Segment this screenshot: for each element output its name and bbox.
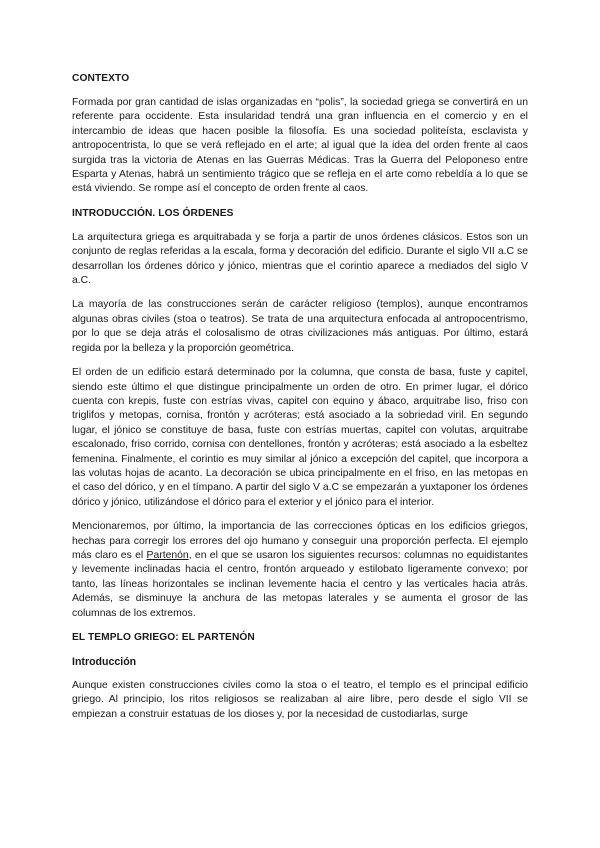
partenon-link[interactable]: Partenón [146, 549, 189, 561]
paragraph-text-before-link: Mencionaremos, por último, la importancia de las correcciones ópticas en los edificios griegos, hechas para corregir los errores del ojo humano y conseguir una proporción perfecta. El ejemplo más claro es el [72, 521, 528, 561]
paragraph-ordenes-1: La arquitectura griega es arquitrabada y se forja a partir de unos órdenes clásicos. Estos son un conjunto de reglas referidas a la escala, forma y decoración del edificio. Durante el siglo VII a.C se desarrollan los órdenes dórico y jónico, mientras que el corintio aparece a mediados del siglo V a.C. [72, 231, 528, 287]
paragraph-contexto: Formada por gran cantidad de islas organizadas en “polis”, la sociedad griega se convertirá en un referente para occidente. Esta insularidad tendrá una gran influencia en el comercio y en el intercambio de ideas que hacen posible la filosofía. Es una sociedad politeísta, esclavista y antropocentrista, lo que se verá reflejado en el arte; al igual que la idea del orden frente al caos surgida tras la victoria de Atenas en las Guerras Médicas. Tras la Guerra del Peloponeso entre Esparta y Atenas, habrá un sentimiento trágico que se refleja en el arte como rebeldía a lo que se está viviendo. Se rompe así el concepto de orden frente al caos. [72, 97, 528, 195]
document-page [72, 72, 528, 732]
paragraph-ordenes-2: La mayoría de las construcciones serán de carácter religioso (templos), aunque encontramos algunas obras civiles (stoa o teatros). Se trata de una arquitectura enfocada al antropocentrismo, por lo que se deja atrás el colosalismo de otras civilizaciones más antiguas. Por último, estará regida por la belleza y la proporción geométrica. [72, 299, 528, 354]
section-heading-ordenes: INTRODUCCIÓN. LOS ÓRDENES [72, 207, 234, 219]
section-heading-templo: EL TEMPLO GRIEGO: EL PARTENÓN [72, 632, 255, 643]
subheading-introduccion: Introducción [72, 656, 137, 668]
paragraph-text-after-link: , en el que se usaron los siguientes recursos: columnas no equidistantes y levemente inclinadas hacia el centro, frontón arqueado y estilobato ligeramente convexo; por tanto, las líneas horizontales se inclinan levemente hacia el centro y las verticales hacia atrás. Además, se disminuye la anchura de las metopas laterales y se aumenta el grosor de las columnas de los extremos. [72, 549, 528, 619]
paragraph-templo-intro: Aunque existen construcciones civiles como la stoa o el teatro, el templo es el principal edificio griego. Al principio, los ritos religiosos se realizaban al aire libre, pero desde el siglo VII se empiezan a construir estatuas de los dioses y, por la necesidad de custodiarlas, surge [72, 680, 528, 720]
paragraph-correcciones-opticas [72, 520, 528, 621]
paragraph-ordenes-3: El orden de un edificio estará determinado por la columna, que consta de basa, fuste y capitel, siendo este último el que distingue principalmente un orden de otro. En primer lugar, el dórico cuenta con krepis, fuste con estrías vivas, capitel con equino y ábaco, arquitrabe liso, friso con triglifos y metopas, cornisa, frontón y acróteras; está asociado a la sobriedad viril. En segundo lugar, el jónico se constituye de basa, fuste con estrías muertas, capitel con volutas, arquitrabe escalonado, friso corrido, cornisa con dentellones, frontón y acróteras; está asociado a la esbeltez femenina. Finalmente, el corintio es muy similar al jónico a excepción del capitel, que incorpora a las volutas hojas de acanto. La decoración se ubica principalmente en el friso, en las metopas en el caso del dórico, y en el tímpano. A partir del siglo V a.C se empezarán a yuxtaponer los órdenes dórico y jónico, utilizándose el dórico para el exterior y el jónico para el interior. [72, 367, 528, 508]
section-heading-contexto: CONTEXTO [72, 73, 130, 84]
